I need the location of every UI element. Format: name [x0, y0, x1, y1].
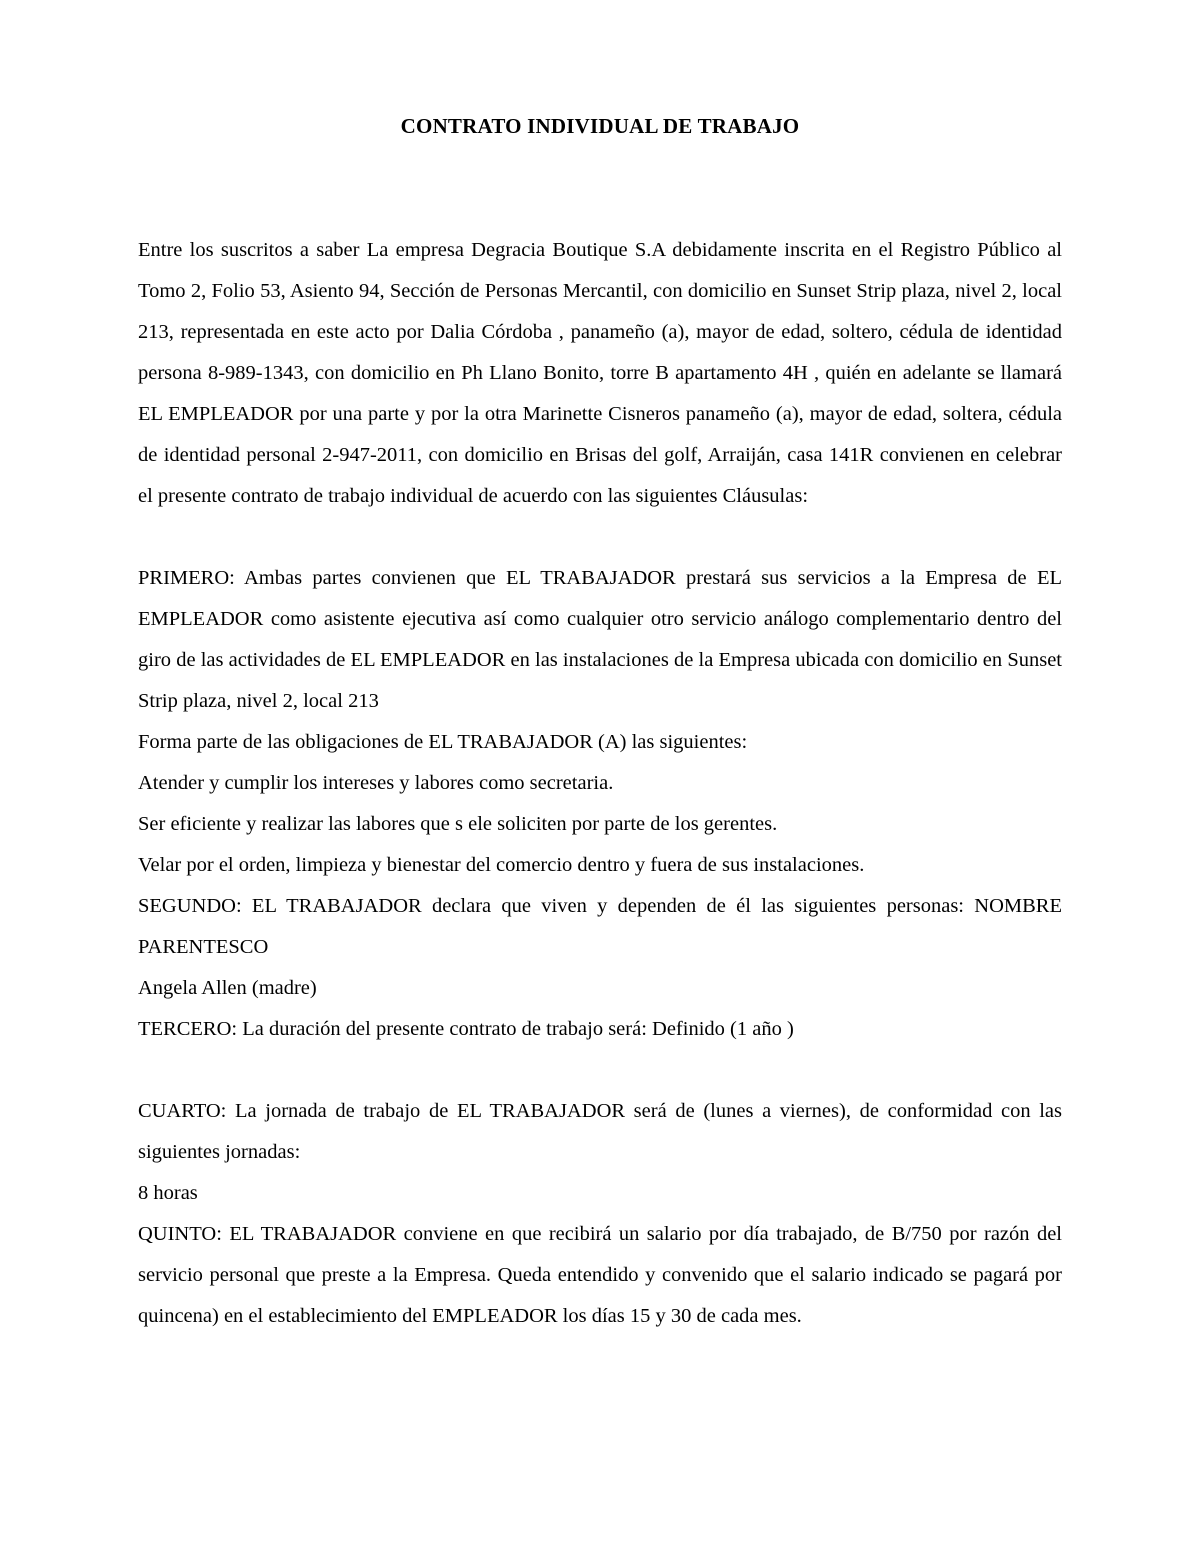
paragraph-spacer — [138, 517, 1062, 558]
dependent-entry: Angela Allen (madre) — [138, 977, 317, 999]
paragraph-spacer — [138, 1050, 1062, 1091]
paragraph-parties: Entre los suscritos a saber La empresa Degracia Boutique S.A debidamente inscrita en el Registro Público al Tomo 2, Folio 53, Asiento 94, Sección de Personas Mercantil, con domicilio en Sunset Strip plaza, nivel 2, local 213, representada en este acto por Dalia Córdoba , panameño (a), mayor de edad, soltero, cédula de identidad persona 8-989-1343, con domicilio en Ph Llano Bonito, torre B apartamento 4H , quién en adelante se llamará EL EMPLEADOR por una parte y por la otra Marinette Cisneros panameño (a), mayor de edad, soltera, cédula de identidad personal 2-947-2011, con domicilio en Brisas del golf, Arraiján, casa 141R convienen en celebrar el presente contrato de trabajo individual de acuerdo con las siguientes Cláusulas: — [138, 239, 1062, 507]
obligation-item: Velar por el orden, limpieza y bienestar del comercio dentro y fuera de sus instalaciones. — [138, 854, 865, 876]
clause-segundo: SEGUNDO: EL TRABAJADOR declara que viven y dependen de él las siguientes personas: NOMBRE PARENTESCO — [138, 895, 1062, 958]
clause-tercero: TERCERO: La duración del presente contrato de trabajo será: Definido (1 año ) — [138, 1018, 794, 1040]
clause-primero: PRIMERO: Ambas partes convienen que EL TRABAJADOR prestará sus servicios a la Empresa de EL EMPLEADOR como asistente ejecutiva así como cualquier otro servicio análogo complementario dentro del giro de las actividades de EL EMPLEADOR en las instalaciones de la Empresa ubicada con domicilio en Sunset Strip plaza, nivel 2, local 213 — [138, 567, 1062, 712]
work-hours: 8 horas — [138, 1182, 198, 1204]
document-body — [138, 230, 1062, 1337]
document-title: CONTRATO INDIVIDUAL DE TRABAJO — [400, 114, 800, 138]
clause-cuarto: CUARTO: La jornada de trabajo de EL TRABAJADOR será de (lunes a viernes), de conformidad con las siguientes jornadas: — [138, 1100, 1062, 1163]
obligation-item: Ser eficiente y realizar las labores que s ele soliciten por parte de los gerentes. — [138, 813, 778, 835]
clause-quinto: QUINTO: EL TRABAJADOR conviene en que recibirá un salario por día trabajado, de B/750 por razón del servicio personal que preste a la Empresa. Queda entendido y convenido que el salario indicado se pagará por quincena) en el establecimiento del EMPLEADOR los días 15 y 30 de cada mes. — [138, 1223, 1062, 1327]
obligation-item: Atender y cumplir los intereses y labores como secretaria. — [138, 772, 614, 794]
obligations-intro: Forma parte de las obligaciones de EL TRABAJADOR (A) las siguientes: — [138, 731, 748, 753]
